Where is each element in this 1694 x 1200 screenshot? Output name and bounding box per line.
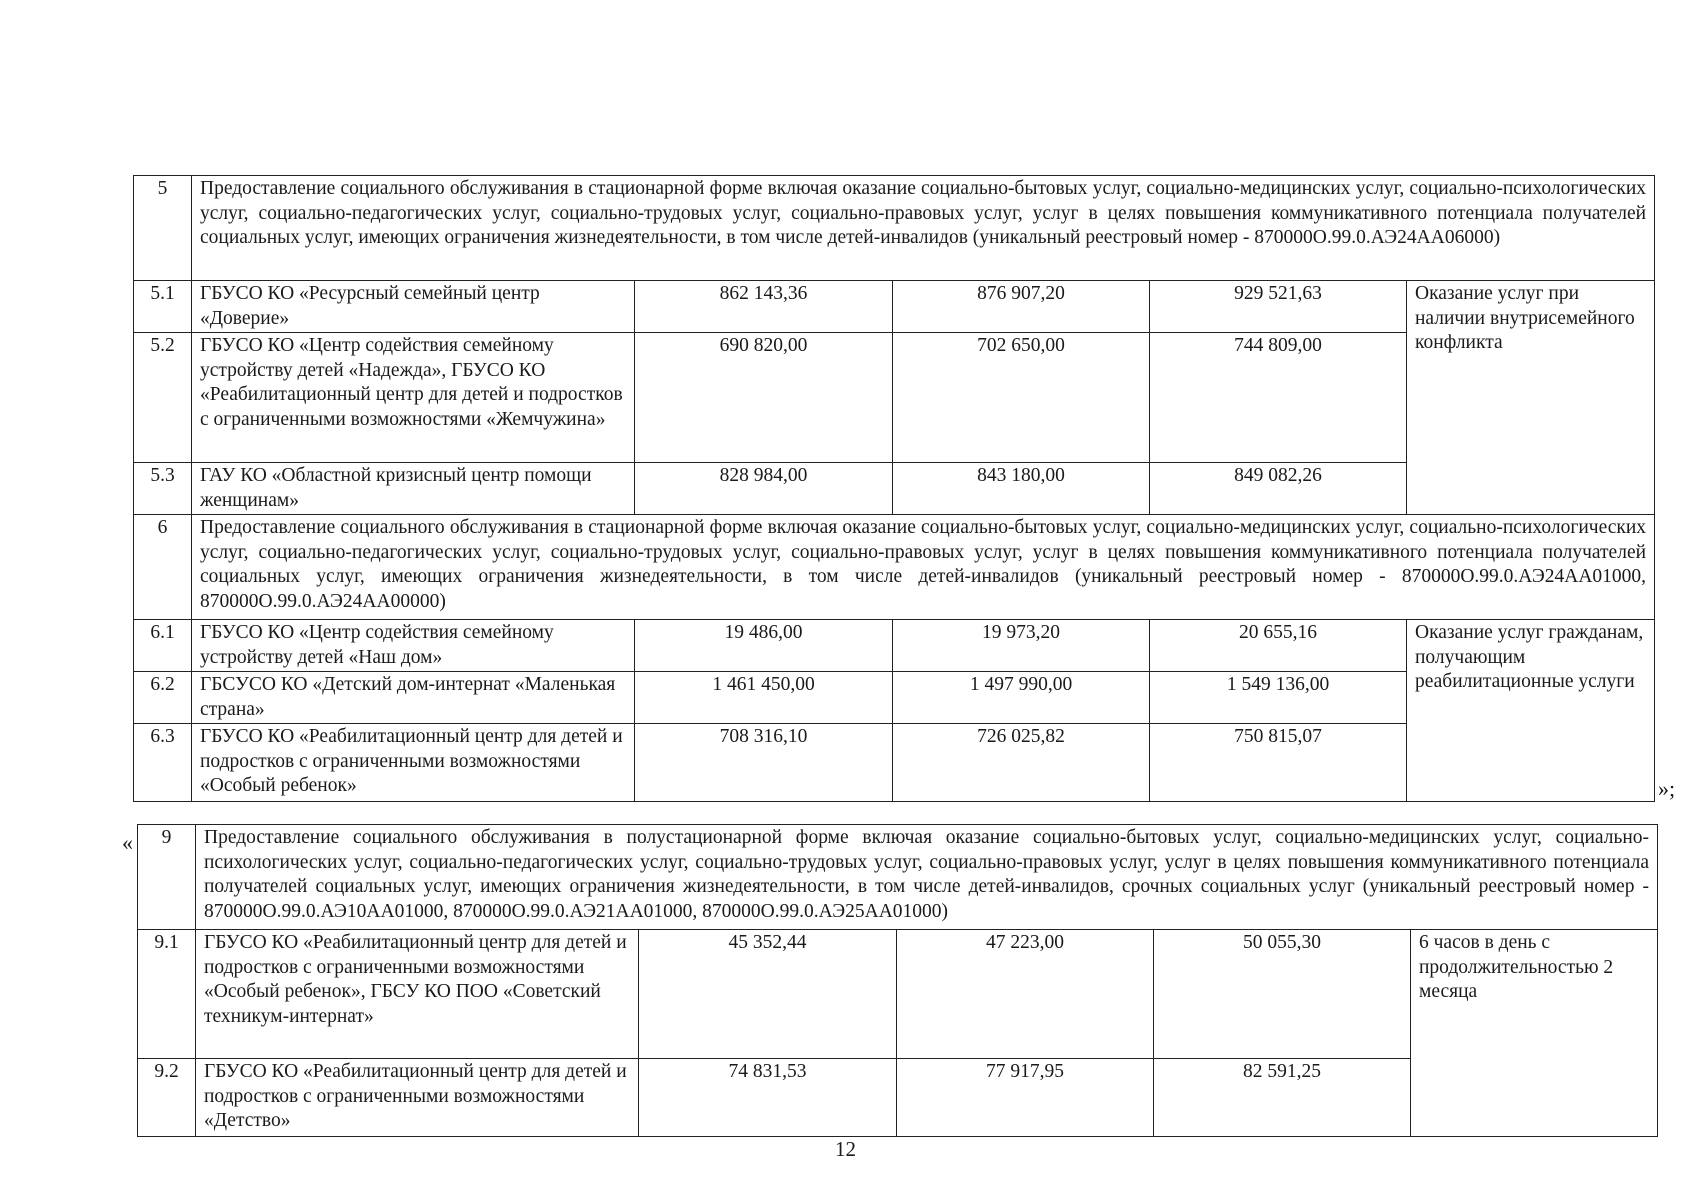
table-row (134, 281, 1655, 333)
organization-name: ГАУ КО «Областной кризисный центр помощи женщинам» (192, 463, 635, 515)
value-year-1: 45 352,44 (639, 930, 897, 1059)
value-year-3: 929 521,63 (1150, 281, 1407, 333)
organization-name: ГБУСО КО «Реабилитационный центр для детей и подростков с ограниченными возможностями «Детство» (196, 1059, 639, 1137)
value-year-1: 74 831,53 (639, 1059, 897, 1137)
opening-quote: « (122, 830, 133, 855)
organization-name: ГБУСО КО «Центр содействия семейному устройству детей «Надежда», ГБУСО КО «Реабилитационный центр для детей и подростков с ограниченными возможностями «Жемчужина» (192, 333, 635, 463)
value-year-3: 50 055,30 (1154, 930, 1411, 1059)
table-row (138, 930, 1658, 1059)
section-header-row (134, 176, 1655, 281)
value-year-3: 1 549 136,00 (1150, 672, 1407, 724)
value-year-1: 828 984,00 (635, 463, 893, 515)
page-number: 12 (835, 1137, 856, 1161)
section-number: 6 (134, 515, 192, 620)
tariff-table-lower (137, 824, 1658, 1137)
value-year-3: 744 809,00 (1150, 333, 1407, 463)
section-note: Оказание услуг при наличии внутрисемейного конфликта (1407, 281, 1655, 515)
section-number: 9 (138, 825, 196, 930)
section-header-row (134, 515, 1655, 620)
section-number: 5 (134, 176, 192, 281)
organization-name: ГБУСО КО «Центр содействия семейному устройству детей «Наш дом» (192, 620, 635, 672)
row-number: 6.3 (134, 724, 192, 802)
value-year-3: 750 815,07 (1150, 724, 1407, 802)
organization-name: ГБУСО КО «Реабилитационный центр для детей и подростков с ограниченными возможностями «Особый ребенок» (192, 724, 635, 802)
value-year-1: 708 316,10 (635, 724, 893, 802)
value-year-2: 876 907,20 (893, 281, 1150, 333)
row-number: 5.3 (134, 463, 192, 515)
value-year-3: 20 655,16 (1150, 620, 1407, 672)
tariff-table-upper (133, 175, 1655, 802)
section-title: Предоставление социального обслуживания в стационарной форме включая оказание социально-бытовых услуг, социально-медицинских услуг, социально-психологических услуг, социально-педагогических услуг, социально-трудовых услуг, социально-правовых услуг, услуг в целях повышения коммуникативного потенциала получателей социальных услуг, имеющих ограничения жизнедеятельности, в том числе детей-инвалидов (уникальный реестровый номер - 870000О.99.0.АЭ24АА06000) (192, 176, 1655, 281)
value-year-2: 726 025,82 (893, 724, 1150, 802)
row-number: 9.1 (138, 930, 196, 1059)
row-number: 9.2 (138, 1059, 196, 1137)
row-number: 5.1 (134, 281, 192, 333)
organization-name: ГБУСО КО «Реабилитационный центр для детей и подростков с ограниченными возможностями «Особый ребенок», ГБСУ КО ПОО «Советский техникум-интернат» (196, 930, 639, 1059)
section-note: Оказание услуг гражданам, получающим реабилитационные услуги (1407, 620, 1655, 802)
row-number: 6.2 (134, 672, 192, 724)
value-year-2: 1 497 990,00 (893, 672, 1150, 724)
table-row (134, 620, 1655, 672)
value-year-3: 849 082,26 (1150, 463, 1407, 515)
organization-name: ГБСУСО КО «Детский дом-интернат «Маленькая страна» (192, 672, 635, 724)
organization-name: ГБУСО КО «Ресурсный семейный центр «Доверие» (192, 281, 635, 333)
value-year-2: 702 650,00 (893, 333, 1150, 463)
value-year-1: 1 461 450,00 (635, 672, 893, 724)
value-year-3: 82 591,25 (1154, 1059, 1411, 1137)
value-year-2: 843 180,00 (893, 463, 1150, 515)
section-title: Предоставление социального обслуживания в стационарной форме включая оказание социально-бытовых услуг, социально-медицинских услуг, социально-психологических услуг, социально-педагогических услуг, социально-трудовых услуг, социально-правовых услуг, услуг в целях повышения коммуникативного потенциала получателей социальных услуг, имеющих ограничения жизнедеятельности, в том числе детей-инвалидов (уникальный реестровый номер - 870000О.99.0.АЭ24АА01000, 870000О.99.0.АЭ24АА00000) (192, 515, 1655, 620)
section-note: 6 часов в день с продолжительностью 2 месяца (1411, 930, 1658, 1137)
section-title: Предоставление социального обслуживания в полустационарной форме включая оказание социально-бытовых услуг, социально-медицинских услуг, социально-психологических услуг, социально-педагогических услуг, социально-трудовых услуг, социально-правовых услуг, услуг в целях повышения коммуникативного потенциала получателей социальных услуг, имеющих ограничения жизнедеятельности, в том числе детей-инвалидов, срочных социальных услуг (уникальный реестровый номер - 870000О.99.0.АЭ10АА01000, 870000О.99.0.АЭ21АА01000, 870000О.99.0.АЭ25АА01000) (196, 825, 1658, 930)
section-header-row (138, 825, 1658, 930)
value-year-1: 19 486,00 (635, 620, 893, 672)
value-year-2: 47 223,00 (897, 930, 1154, 1059)
row-number: 6.1 (134, 620, 192, 672)
value-year-1: 690 820,00 (635, 333, 893, 463)
value-year-2: 19 973,20 (893, 620, 1150, 672)
closing-quote: »; (1658, 776, 1676, 801)
value-year-2: 77 917,95 (897, 1059, 1154, 1137)
value-year-1: 862 143,36 (635, 281, 893, 333)
row-number: 5.2 (134, 333, 192, 463)
